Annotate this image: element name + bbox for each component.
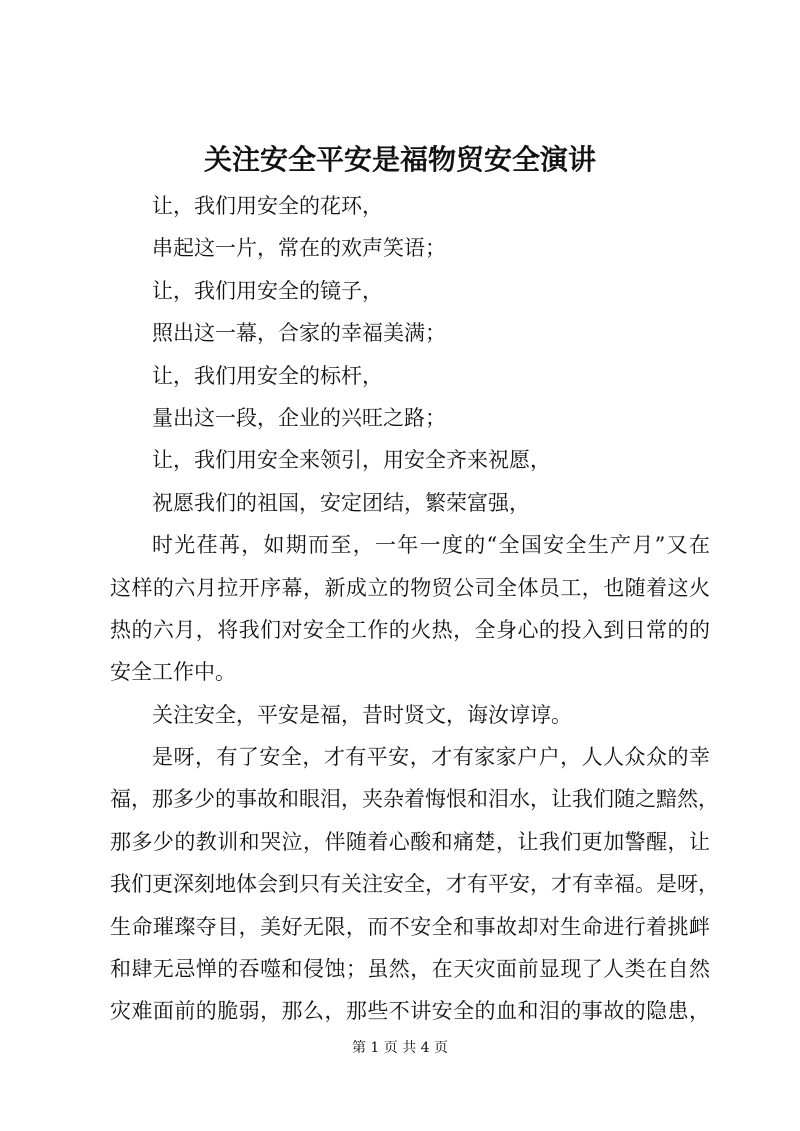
body-line: 福，那多少的事故和眼泪，夹杂着悔恨和泪水，让我们随之黯然， <box>110 787 719 812</box>
document-body <box>110 185 719 1033</box>
body-line: 灾难面前的脆弱，那么，那些不讲安全的血和泪的事故的隐患， <box>110 999 710 1024</box>
page-footer: 第 1 页 共 4 页 <box>351 1040 449 1056</box>
document-title: 关注安全平安是福物贸安全演讲 <box>203 143 596 176</box>
body-line: 时光荏苒，如期而至，一年一度的“全国安全生产月”又在 <box>152 533 710 558</box>
body-line: 让，我们用安全来领引，用安全齐来祝愿， <box>152 448 551 473</box>
body-line: 照出这一幕，合家的幸福美满； <box>152 321 446 346</box>
body-line: 让，我们用安全的标杆， <box>152 363 383 388</box>
body-line: 和肆无忌惮的吞噬和侵蚀；虽然，在天灾面前显现了人类在自然 <box>110 957 710 982</box>
body-line: 热的六月，将我们对安全工作的火热，全身心的投入到日常的的 <box>110 617 710 642</box>
body-line: 是呀，有了安全，才有平安，才有家家户户，人人众众的幸 <box>152 745 710 770</box>
body-line: 祝愿我们的祖国，安定团结，繁荣富强， <box>152 490 530 515</box>
body-line: 让，我们用安全的花环， <box>152 194 383 218</box>
body-line: 关注安全，平安是福，昔时贤文，诲汝谆谆。 <box>152 702 572 727</box>
body-line: 生命璀璨夺目，美好无限，而不安全和事故却对生命进行着挑衅 <box>110 914 710 939</box>
body-line: 串起这一片，常在的欢声笑语； <box>152 236 446 261</box>
body-line: 让，我们用安全的镜子， <box>152 278 383 303</box>
body-line: 量出这一段，企业的兴旺之路； <box>152 405 446 430</box>
body-line: 我们更深刻地体会到只有关注安全，才有平安，才有幸福。是呀， <box>110 872 719 897</box>
body-line: 那多少的教训和哭泣，伴随着心酸和痛楚，让我们更加警醒，让 <box>110 829 710 854</box>
body-line: 这样的六月拉开序幕，新成立的物贸公司全体员工，也随着这火 <box>110 575 710 600</box>
body-line: 安全工作中。 <box>110 660 236 685</box>
